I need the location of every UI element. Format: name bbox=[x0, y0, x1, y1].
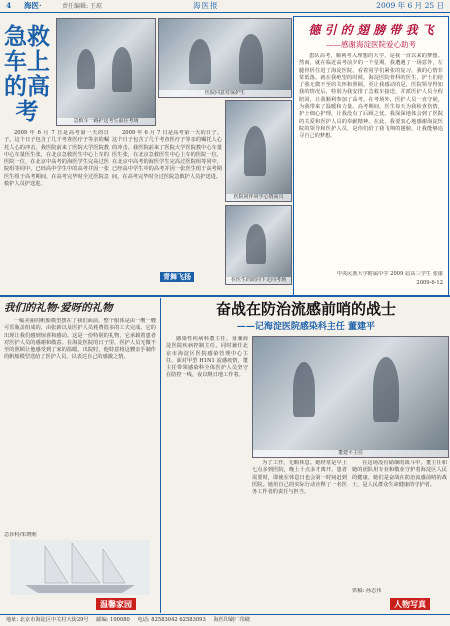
editor-credit: 责任编辑: 王琼 bbox=[62, 3, 102, 10]
section-tag-profile: 人物写真 bbox=[390, 598, 430, 610]
gift-text: 一幅美丽的帆船模型摆在了我们面前，整个船体是由一艘一艘可乐瓶盖组成的，由张新以及医护人员耗费很多的工夫完成。它的出现让我们感到惊喜和感动。这是一份特别的礼物，它承载着患者对医护人员的感谢和敬意。在海淀医院的日子里，医护人员无微不至的照顾让他感受到了家的温暖。出院时，他特意将这艘亲手制作的帆船模型送给了医护人员，以表达自己的感激之情。 bbox=[4, 318, 156, 361]
photo-caption: 医院同伴同学心情高兴 bbox=[226, 194, 291, 201]
footer-zip: 邮编: 100080 bbox=[96, 617, 130, 623]
photo-caption: 在医生的陪同下走向考场 bbox=[226, 277, 291, 284]
paper-name: 海医报 bbox=[193, 1, 219, 10]
letter-box bbox=[293, 16, 449, 296]
photo-caption: 董建平主任 bbox=[253, 450, 448, 457]
main-author: 供稿: 孙志伟 bbox=[352, 588, 382, 594]
headline-vertical: 急救车上的高考 bbox=[4, 23, 50, 125]
column-divider bbox=[160, 298, 161, 613]
letter-text: 患队高考，顺利考入理想的大学，是我一直以来的梦想。然而，就在临近高考前夕的一个星期，我遭遇了一场意外，左腿骨折住进了海淀医院。看着同学们紧张的复习，我的心情非常低落。就在我绝望的时候，海淀医院骨科的医生、护士们给了我无微不至的关怀和照顾。更让我感动的是，医院领导得知我的情况后，特别为我安排了急救车接送，并派医护人员全程陪同，让我顺利参加了高考。在考场外，医护人员一直守候，为我带来了温暖和力量。高考期间，医生每天为我检查伤情，护士细心护理，让我没有了后顾之忧。我深深地体会到了医院的关爱和医护人员的奉献精神。在此，我要衷心地感谢海淀医院的领导和医护人员，是你们给了我飞翔的翅膀，让我能够追寻自己的梦想。 bbox=[299, 53, 443, 140]
letter-subtitle: ——感谢海淀医院爱心助考 bbox=[326, 40, 416, 49]
ship-model-photo bbox=[10, 540, 150, 595]
story-text: 2009 年 6 月 7 日是高考第一天的日子。这个日子包含了几千考查医疗子等亲的嘱托人心的冲击。我医院前来了医院大学医院教中心车量医生张，在北京急救医生中心上车的医院一位，在北京中高考的海医学生完高过医院组等同中，已经高中学生中的高考并因一张医生组于高考期间，在高考完毕时全过医院急救护人员护送进。 bbox=[112, 130, 222, 180]
footer-phone: 电话: 82583042 62583093 bbox=[137, 617, 206, 623]
photo-hospital bbox=[225, 100, 292, 202]
section-tag-blue: 青舞飞扬 bbox=[160, 272, 194, 282]
photo-doctor bbox=[252, 336, 449, 458]
issue-date: 2009 年 6 月 25 日 bbox=[376, 1, 444, 10]
letter-body bbox=[299, 53, 443, 268]
photo-ambulance bbox=[56, 18, 156, 126]
page-number: 4 bbox=[6, 1, 12, 10]
photo-exam-site bbox=[158, 18, 292, 98]
story-text: 2009 年 6 月 7 日是高考第一天的日子。这个日子包含了几千考查医疗子等亲的嘱托人心的冲击。我医院前来了医院大学医院教中心车量医生张，在北京急救医生中心上车的医院一位，在北京中高考的海医学生完高过医院组等同中，已经高中学生中的高考并因一张医生组于高考期间，在高考完毕时全过医院急救护人员护送进。 bbox=[4, 130, 109, 188]
gift-photo-caption: 急诊科/朱晓莉 bbox=[4, 532, 37, 538]
main-text: 在这场没有硝烟的战斗中，董主任和她的团队用专业和敬业守护着海淀区人民的健康。她们是奋战在防治流感前哨的战士，是人民群众生命健康的守护者。 bbox=[352, 460, 447, 488]
main-col3 bbox=[352, 460, 447, 585]
photo-exam-hall bbox=[225, 205, 292, 285]
letter-title: 德 引 的 翅 膀 带 我 飞 bbox=[308, 23, 434, 37]
page-footer bbox=[0, 614, 450, 626]
story-body-col2 bbox=[112, 130, 222, 270]
gift-body bbox=[4, 318, 156, 528]
letter-signature: 中央民族大学附属中学 2009 届高三学生 张康 bbox=[336, 271, 443, 277]
photo-caption: 急救车一路护送考生前往考场 bbox=[57, 118, 155, 125]
main-col2 bbox=[252, 460, 347, 610]
main-headline: 奋战在防治流感前哨的战士 bbox=[215, 300, 396, 318]
main-text: 感染性疾病科董主任，身兼海淀医院疾病控制主任，同时兼任北京市海淀区医院感染管理中心主任。面对甲型 H1N1 流感疫情，董主任带领感染科全体医护人员坚守在防控一线，夜以继日地工作着。 bbox=[166, 336, 248, 379]
main-col1 bbox=[166, 336, 248, 611]
letter-date: 2009-6-12 bbox=[416, 280, 443, 286]
story-body bbox=[4, 130, 109, 295]
page-header bbox=[0, 0, 450, 13]
masthead: 海医· bbox=[24, 1, 42, 10]
main-subtitle: ——记海淀医院感染科主任 董建平 bbox=[236, 322, 376, 332]
photo-caption: 医院同意对保护生 bbox=[159, 90, 291, 97]
main-text: 为了工作，无暇休息。她经常是早上七点多到医院，晚上十点多才离开。患者需要时，即使在休息日也会第一时间赶到医院。她用自己的实际行动诠释了一名医务工作者的责任与担当。 bbox=[252, 460, 347, 496]
footer-print: 海医印刷厂印刷 bbox=[213, 617, 250, 623]
section-tag-warm-home: 温馨家园 bbox=[96, 598, 136, 610]
gift-title: 我们的礼物·爱呀的礼物 bbox=[4, 302, 113, 314]
section-divider bbox=[0, 295, 450, 297]
footer-address: 地址: 北京市海淀区中关村大街29号 bbox=[6, 617, 89, 623]
